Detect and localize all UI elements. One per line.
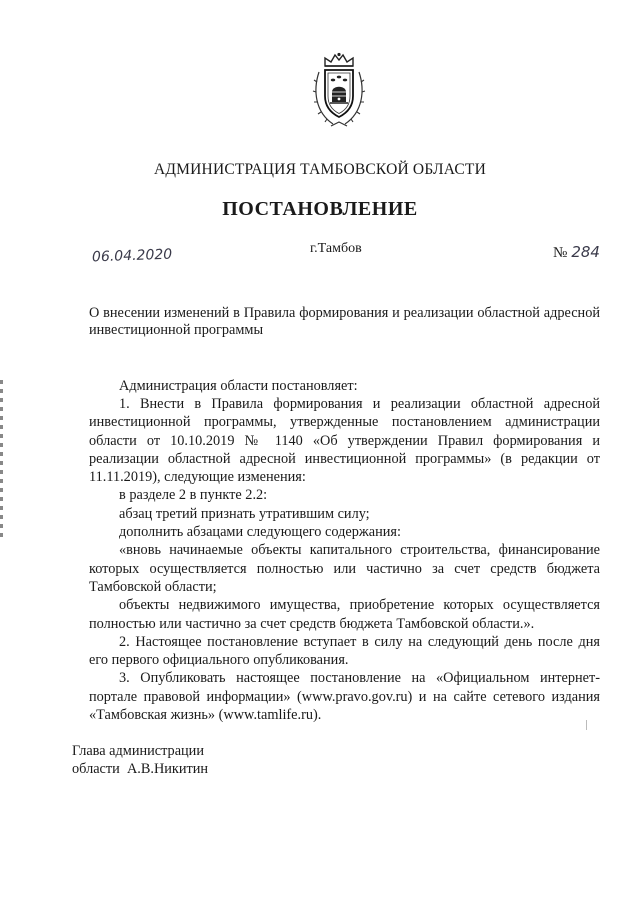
- organization-name: АДМИНИСТРАЦИЯ ТАМБОВСКОЙ ОБЛАСТИ: [154, 161, 486, 178]
- paragraph-3: 3. Опубликовать настоящее постановление на «Официальном интернет-портале правовой информации» (www.pravo.gov.ru) и на сайте сетевого издания «Тамбовская жизнь» (www.tamlife.ru).: [89, 670, 600, 724]
- paragraph-section: в разделе 2 в пункте 2.2:: [119, 487, 268, 504]
- document-city: г.Тамбов: [310, 241, 362, 256]
- paragraph-repeal: абзац третий признать утратившим силу;: [119, 505, 370, 522]
- document-number: [553, 243, 600, 262]
- signature-title: Глава администрации: [72, 743, 204, 759]
- document-date: 06.04.2020: [91, 246, 173, 266]
- scan-edge-mark: [0, 380, 3, 540]
- paragraph-supplement: дополнить абзацами следующего содержания:: [119, 524, 401, 541]
- document-body: [89, 395, 600, 724]
- coat-of-arms-icon: [311, 52, 367, 130]
- number-label: №: [553, 245, 568, 261]
- document-subject: О внесении изменений в Правила формирования и реализации областной адресной инвестиционной программы: [89, 305, 600, 338]
- paragraph-1: 1. Внести в Правила формирования и реализации областной адресной инвестиционной программы, утвержденные постановлением администрации области от 10.10.2019 № 1140 «Об утверждении Правил формирования и реализации областной адресной инвестиционной программы» (в редакции от 11.11.2019), следующие изменения:: [89, 396, 600, 486]
- scan-artifact: [586, 720, 587, 730]
- body-intro: Администрация области постановляет:: [119, 378, 358, 394]
- signature-name: области А.В.Никитин: [72, 761, 209, 777]
- document-type-title: ПОСТАНОВЛЕНИЕ: [222, 198, 418, 220]
- paragraph-quote-1: «вновь начинаемые объекты капитального строительства, финансирование которых осуществляется полностью или частично за счет средств бюджета Тамбовской области;: [89, 542, 600, 595]
- signature-block: [72, 742, 208, 778]
- paragraph-quote-2: объекты недвижимого имущества, приобретение которых осуществляется полностью или частично за счет средств бюджета Тамбовской области.».: [89, 597, 600, 632]
- paragraph-2: 2. Настоящее постановление вступает в силу на следующий день после дня его первого официального опубликования.: [89, 633, 600, 669]
- number-value: 284: [571, 243, 600, 261]
